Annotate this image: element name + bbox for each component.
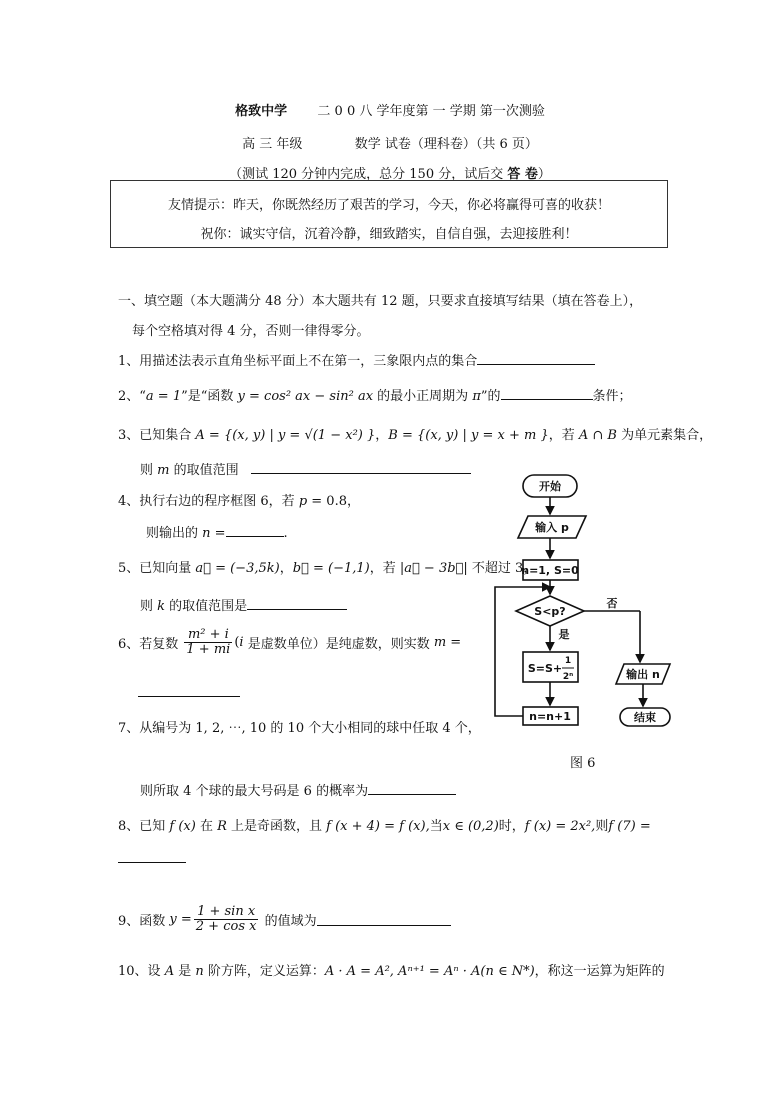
flow-update-label: S=S+ (527, 662, 563, 675)
set-a: A = {(x, y) | y = √(1 − x²) } (195, 428, 376, 443)
flow-update-frac-num: 1 (564, 656, 572, 666)
flow-end-label: 结束 (634, 711, 656, 724)
question-4-line-2: 则输出的 n = . (146, 526, 288, 541)
question-7-line-2: 则所取 4 个球的最大号码是 6 的概率为 (140, 780, 456, 799)
flow-condition-label: S<p? (534, 605, 566, 618)
question-3-line-2: 则 m 的取值范围 (140, 459, 471, 478)
school-name: 格致中学 (235, 104, 288, 119)
flow-update-frac-den: 2ⁿ (562, 672, 574, 682)
question-10: 10、设 A 是 n 阶方阵，定义运算：A · A = A², Aⁿ⁺¹ = Aⁿ · A(n ∈ N*)，称这一运算为矩阵的 (118, 964, 665, 979)
vector-a: a⃗ = (−3,5k) (195, 561, 280, 576)
flow-no-label: 否 (606, 597, 618, 610)
term-label: 二 0 0 八 学年度第 一 学期 第一次测验 (317, 104, 545, 119)
section1-instructions: 每个空格填对得 4 分，否则一律得零分。 (132, 324, 370, 339)
flowchart-figure (490, 470, 690, 745)
flow-yes-label: 是 (558, 628, 570, 641)
vector-b: b⃗ = (−1,1) (292, 561, 370, 576)
section1-heading: 一、填空题（本大题满分 48 分）本大题共有 12 题，只要求直接填写结果（填在答卷上）， (118, 294, 643, 309)
question-1: 1、用描述法表示直角坐标平面上不在第一，三象限内点的集合 (118, 350, 595, 369)
range-fraction: $\frac{\text{1 + sin x}}{\text{2 + cos x}}$ (195, 904, 257, 934)
function-expression: y = cos² ax − sin² ax (237, 389, 374, 404)
time-note: （测试 120 分钟内完成，总分 150 分，试后交 答 卷） (229, 167, 551, 182)
answer-blank-6[interactable] (138, 684, 240, 697)
question-6: 6、若复数 $\frac{\text{m² + i}}{1 + mi}$ (i 是虚数单位）是纯虚数，则实数 m = (118, 627, 462, 657)
answer-blank-1[interactable] (477, 352, 595, 365)
flow-input-label: 输入 p (535, 521, 569, 534)
answer-blank-3[interactable] (251, 461, 471, 474)
answer-blank-6-wrap (138, 684, 240, 701)
grade-label: 高 三 年级 (242, 137, 303, 152)
answer-blank-8-wrap (118, 850, 186, 867)
question-5-line-2: 则 k 的取值范围是 (140, 595, 347, 614)
periodicity-equation: f (x + 4) = f (x), (326, 819, 430, 834)
exam-subtitle (0, 133, 780, 152)
flow-output-label: 输出 n (626, 668, 660, 681)
flow-init-label: n=1, S=0 (521, 564, 579, 577)
answer-blank-2[interactable] (501, 387, 593, 400)
answer-sheet-label: 答 卷 (507, 167, 538, 182)
question-9: 9、函数 y = $\frac{\text{1 + sin x}}{\text{2 + cos x}}$ 的值域为 (118, 905, 451, 934)
function-definition: f (x) = 2x², (524, 819, 596, 834)
question-5: 5、已知向量 a⃗ = (−3,5k)，b⃗ = (−1,1)，若 |a⃗ − 3b⃗| 不超过 3， (118, 561, 537, 576)
vector-norm: |a⃗ − 3b⃗| (399, 561, 468, 576)
paper-label: 数学 试卷（理科卷）（共 6 页） (354, 137, 538, 152)
flow-start-label: 开始 (539, 480, 561, 493)
answer-blank-8[interactable] (118, 850, 186, 863)
complex-fraction: $\frac{\text{m² + i}}{1 + mi}$ (186, 627, 231, 657)
answer-blank-5[interactable] (247, 597, 347, 610)
flow-increment-label: n=n+1 (529, 710, 571, 723)
question-8: 8、已知 f (x) 在 R 上是奇函数，且 f (x + 4) = f (x),当x ∈ (0,2)时，f (x) = 2x²,则f (7) = (118, 819, 651, 834)
exam-title (0, 100, 780, 119)
question-2: 2、“a = 1”是“函数 y = cos² ax − sin² ax 的最小正周期为 π”的 条件； (118, 389, 632, 404)
question-4: 4、执行右边的程序框图 6，若 p = 0.8， (118, 494, 360, 509)
matrix-power-definition: A · A = A², Aⁿ⁺¹ = Aⁿ · A(n ∈ N*) (324, 964, 535, 979)
answer-blank-7[interactable] (368, 782, 456, 795)
set-b: B = {(x, y) | y = x + m } (388, 428, 549, 443)
question-7: 7、从编号为 1, 2, ⋯, 10 的 10 个大小相同的球中任取 4 个， (118, 721, 481, 736)
answer-blank-9[interactable] (317, 913, 451, 926)
answer-blank-4[interactable] (226, 524, 284, 537)
figure-caption: 图 6 (570, 756, 596, 771)
tips-box (110, 180, 668, 248)
tips-line-1: 友情提示：昨天，你既然经历了艰苦的学习，今天，你必将赢得可喜的收获！ (167, 198, 610, 213)
question-3: 3、已知集合 A = {(x, y) | y = √(1 − x²) }，B = {(x, y) | y = x + m }，若 A ∩ B 为单元素集合， (118, 428, 713, 443)
tips-line-2: 祝你：诚实守信，沉着冷静，细致踏实，自信自强，去迎接胜利！ (200, 227, 578, 242)
